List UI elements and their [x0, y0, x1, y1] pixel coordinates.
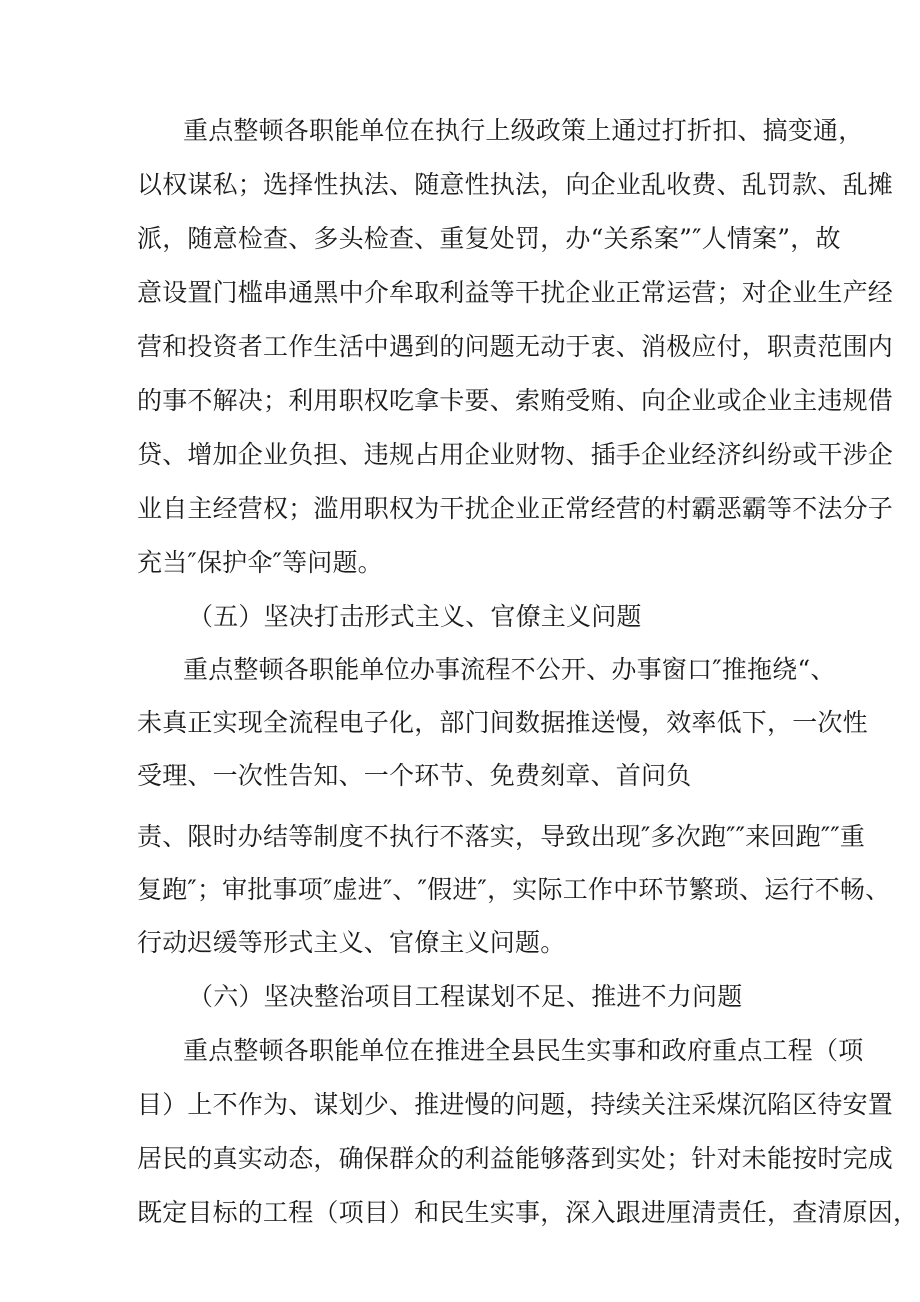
para1-line-7: 贷、增加企业负担、违规占用企业财物、插手企业经济纠纷或干涉企 — [137, 440, 894, 469]
para2-line-5: 复跑″；审批事项″虚进″、″假进″，实际工作中环节繁琐、运行不畅、 — [137, 875, 891, 904]
para2-line-6: 行动迟缓等形式主义、官僚主义问题。 — [137, 928, 566, 957]
para2-line-2: 未真正实现全流程电子化，部门间数据推送慢，效率低下，一次性 — [137, 708, 868, 737]
para1-line-4: 意设置门槛串通黑中介牟取利益等干扰企业正常运营；对企业生产经 — [137, 278, 894, 307]
para3-line-3: 居民的真实动态，确保群众的利益能够落到实处；针对未能按时完成 — [137, 1144, 894, 1173]
para2-line-4: 责、限时办结等制度不执行不落实，导致出现″多次跑″″来回跑″″重 — [137, 822, 866, 851]
para2-line-1: 重点整顿各职能单位办事流程不公开、办事窗口″推拖绕“、 — [183, 655, 836, 684]
para2-line-3: 受理、一次性告知、一个环节、免费刻章、首问负 — [137, 761, 692, 790]
para3-line-1: 重点整顿各职能单位在推进全县民生实事和政府重点工程（项 — [183, 1036, 864, 1065]
para1-line-5: 营和投资者工作生活中遇到的问题无动于衷、消极应付，职责范围内 — [137, 332, 894, 361]
section-heading-5: （五）坚决打击形式主义、官僚主义问题 — [188, 602, 642, 631]
para1-line-1: 重点整顿各职能单位在执行上级政策上通过打折扣、搞变通， — [183, 116, 864, 145]
para1-line-8: 业自主经营权；滥用职权为干扰企业正常经营的村霸恶霸等不法分子 — [137, 494, 894, 523]
para3-line-2: 目）上不作为、谋划少、推进慢的问题，持续关注采煤沉陷区待安置 — [137, 1090, 894, 1119]
section-heading-6: （六）坚决整治项目工程谋划不足、推进不力问题 — [188, 982, 743, 1011]
para1-line-9: 充当″保护伞″等问题。 — [137, 548, 383, 577]
para3-line-4: 既定目标的工程（项目）和民生实事，深入跟进厘清责任，查清原因， — [137, 1198, 919, 1227]
para1-line-2: 以权谋私；选择性执法、随意性执法，向企业乱收费、乱罚款、乱摊 — [137, 170, 894, 199]
para1-line-6: 的事不解决；利用职权吃拿卡要、索贿受贿、向企业或企业主违规借 — [137, 386, 894, 415]
para1-line-3: 派，随意检查、多头检查、重复处罚，办“关系案”″人情案”，故 — [137, 224, 841, 253]
